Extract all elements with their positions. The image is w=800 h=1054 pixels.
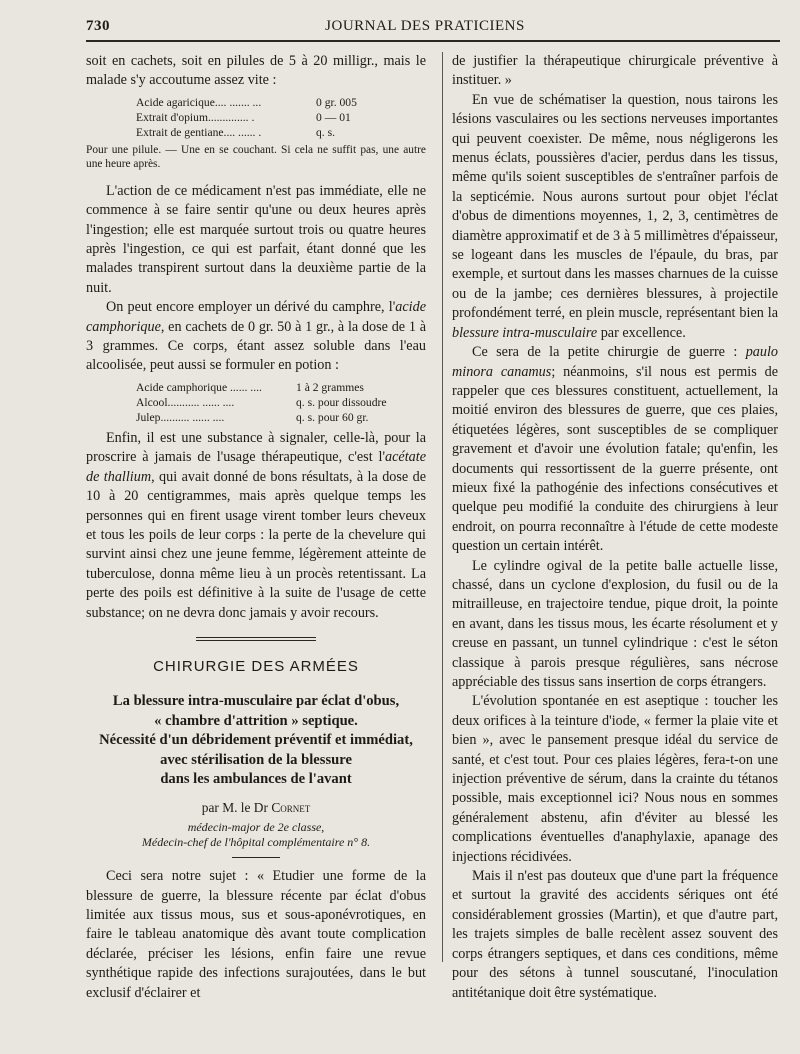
ingredient-dose: q. s. pour 60 gr. (296, 410, 369, 424)
ingredient-name: Extrait de gentiane.... ...... . (136, 125, 262, 139)
paragraph: de justifier la thérapeutique chirurgicale préventive à instituer. » (452, 53, 778, 89)
page-number: 730 (86, 18, 110, 34)
paragraph: Enfin, il est une substance à signaler, celle-là, pour la proscrire à jamais de l'usage thérapeutique, c'est l'acétate de thallium, qui avait donné de bons résultats, à la dose de 10 à 20 centigrammes, mais après quelque temps les personnes qui en firent usage virent tomber leurs cheveux et tous les poils de leur corps : la perte de la chevelure qui survint ainsi chez une jeune femme, légèrement atteinte de tuberculose, donna même lieu à un procès retentissant. La perte des poils est définitive à la suite de l'usage de cette substance; on ne devra donc jamais y avoir recours. (86, 429, 427, 621)
journal-title: JOURNAL DES PRATICIENS (325, 18, 525, 34)
header-rule (86, 40, 780, 42)
ingredient-dose: 0 — 01 (316, 110, 351, 124)
article-title: La blessure intra-musculaire par éclat d'obus, « chambre d'attrition » septique. Nécessité d'un débridement préventif et immédiat, avec stérilisation de la blessure dans les ambulances de l'avant (99, 693, 413, 788)
left-column (86, 52, 426, 1003)
prescription-table-2 (136, 380, 406, 425)
paragraph: Le cylindre ogival de la petite balle actuelle lisse, chassé, dans un cyclone d'explosion, du fusil ou de la mitrailleuse, en trajectoire tendue, pique droit, la pointe en avant, dans les tissus mous, les écarte résolument et y creuse en passant, un tunnel cylindrique : c'est le séton classique à parois presque régulières, sans nécrose appréciable des tissus sans insertion de corps étrangers. (452, 557, 778, 690)
author-affiliation: médecin-major de 2e classe, Médecin-chef de l'hôpital complémentaire n° 8. (141, 820, 371, 850)
prescription-row (136, 380, 406, 395)
prescription-row (136, 125, 406, 140)
paragraph: Ceci sera notre sujet : « Etudier une forme de la blessure de guerre, la blessure récente par éclat d'obus limitée aux tissus mous, sus et sous-aponévrotiques, en faire le tableau anatomique dès avant toute complication déclarée, préciser les lésions, enfin faire une revue synthétique rapide des infections surajoutées, dans le but exclusif d'éclairer et (86, 868, 426, 1001)
prescription-row (136, 395, 406, 410)
paragraph: soit en cachets, soit en pilules de 5 à 20 milligr., mais le malade s'y accoutume assez vite : (86, 53, 426, 89)
title-rule (232, 857, 280, 858)
ingredient-name: Acide agaricique.... ....... ... (136, 95, 262, 109)
paragraph: L'action de ce médicament n'est pas immédiate, elle ne commence à se faire sentir qu'une ou deux heures après l'ingestion; elle est marquée surtout trois ou quatre heures après l'ingestion, ce qui est parfait, étant donné que les malades transpirent surtout dans la deuxième partie de la nuit. (86, 182, 426, 296)
ingredient-dose: q. s. pour dissoudre (296, 395, 387, 409)
paragraph: Mais il n'est pas douteux que d'une part la fréquence et surtout la gravité des accidents sériques ont été considérablement grossies (Martin), et que d'autre part, les trajets simples de balle recèlent assez souvent des corps étrangers septiques, et dans ces conditions, même pour des sétons à tunnel souscutané, l'inoculation antitétanique doit être systématique. (452, 868, 778, 1001)
paragraph: On peut encore employer un dérivé du camphre, l'acide camphorique, en cachets de 0 gr. 50 à 1 gr., à la dose de 1 à 3 grammes. Ce corps, étant assez soluble dans l'eau alcoolisée, peut aussi se formuler en potion : (86, 299, 426, 374)
ingredient-name: Alcool........... ...... .... (136, 395, 235, 409)
ingredient-dose: 1 à 2 grammes (296, 380, 364, 394)
paragraph: Ce sera de la petite chirurgie de guerre : paulo minora canamus; néanmoins, s'il nous est permis de rappeler que ces blessures constituent, actuellement, la moitié environ des blessures de guerre, que ces plaies, étiquetées légères, sont susceptibles de se compliquer gravement et d'avoir une évolution fatale; qu'enfin, les documents qui ressortissent de la guerre présente, ont mieux fixé la pathogénie des infections consécutives et quelque peu modifié la conduite des chirurgiens à leur endroit, on pourra reconnaître à l'étude de cette modeste question un certain intérêt. (452, 344, 779, 555)
ingredient-name: Acide camphorique ...... .... (136, 380, 262, 394)
prescription-note: Pour une pilule. — Une en se couchant. Si cela ne suffit pas, une autre une heure après. (86, 143, 426, 171)
article-author: par M. le Dr Cornet (201, 799, 311, 815)
right-column (452, 52, 778, 1003)
ingredient-name: Extrait d'opium.............. . (136, 110, 255, 124)
ingredient-dose: q. s. (316, 125, 336, 139)
section-heading: CHIRURGIE DES ARMÉES (153, 657, 359, 675)
section-divider (196, 637, 316, 641)
prescription-row (136, 110, 406, 125)
ingredient-dose: 0 gr. 005 (316, 95, 357, 109)
paragraph: L'évolution spontanée en est aseptique : toucher les deux orifices à la teinture d'iode, « fermer la plaie vite et bien », avec le pansement presque idéal du service de santé, et c'est tout. Pour ces plaies légères, fera-t-on une injection préventive de sérum, dans la crainte du tétanos possible, mais exceptionnel ici? Nous nous en sommes généralement abstenu, afin d'éviter au blessé les complications éventuelles d'anaphylaxie, apanage des injections récidivées. (452, 693, 778, 865)
column-divider (442, 52, 443, 962)
prescription-row (136, 95, 406, 110)
paragraph: En vue de schématiser la question, nous tairons les lésions vasculaires ou les sections nerveuses importantes qui peuvent coexister. De même, nous négligerons les menus éclats, poussières d'acier, perdus dans les tissus, même qu'ils soient susceptibles de s'entraîner parfois de la septicémie. Nous aurons surtout pour objet l'éclat d'obus de dimentions moyennes, 1, 2, 3, centimètres de diamètre approximatif et de 3 à 5 millimètres d'épaisseur, se logeant dans les muscles de l'épaule, du bras, par exemple, et surtout dans les masses charnues de la cuisse ou de la jambe; ces dernières blessures, à projectile profondément terré, en plein muscle, représentant bien la blessure intra-musculaire par excellence. (452, 91, 778, 341)
ingredient-name: Julep.......... ...... .... (136, 410, 225, 424)
prescription-table-1 (136, 95, 406, 140)
prescription-row (136, 410, 406, 425)
page-header (86, 14, 764, 40)
